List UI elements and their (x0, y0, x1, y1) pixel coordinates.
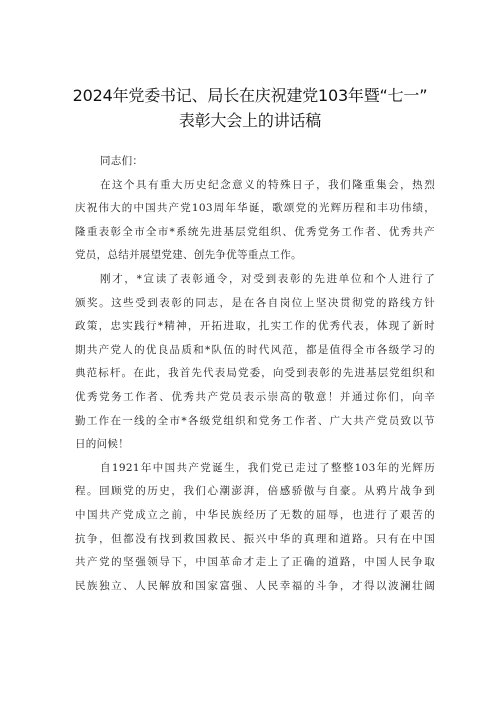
paragraph-3-line: 中国共产党成立之前，中华民族经历了无数的屈辱，也进行了艰苦的 (75, 508, 435, 521)
paragraph-2-line: 刚才，*宣读了表彰通令，对受到表彰的先进单位和个人进行了 (100, 272, 435, 285)
paragraph-1-line: 党员，总结并展望党建、创先争优等重点工作。 (75, 249, 302, 262)
paragraph-3-line: 民族独立、人民解放和国家富强、人民幸福的斗争，才得以波澜壮阔 (75, 579, 435, 592)
paragraph-2-line: 日的问候！ (75, 438, 129, 451)
paragraph-2-line: 期共产党人的优良品质和*队伍的时代风范，都是值得全市各级学习的 (75, 343, 435, 356)
paragraph-3-line: 共产党的坚强领导下，中国革命才走上了正确的道路，中国人民争取 (75, 556, 435, 569)
greeting: 同志们： (100, 155, 144, 167)
paragraph-3-line: 自1921年中国共产党诞生，我们党已走过了整整103年的光辉历 (100, 461, 435, 474)
paragraph-2-line: 政策，忠实践行*精神，开拓进取，扎实工作的优秀代表，体现了新时 (75, 320, 435, 333)
paragraph-3-line: 程。回顾党的历史，我们心潮澎湃，倍感骄傲与自豪。从鸦片战争到 (75, 485, 435, 498)
paragraph-2-line: 典范标杆。在此，我首先代表局党委，向受到表彰的先进基层党组织和 (75, 367, 435, 380)
paragraph-2-line: 颁奖。这些受到表彰的同志，是在各自岗位上坚决贯彻党的路线方针 (75, 296, 435, 309)
paragraph-1-line: 庆祝伟大的中国共产党103周年华诞，歌颂党的光辉历程和丰功伟绩， (75, 202, 435, 215)
paragraph-1-line: 隆重表彰全市全市*系统先进基层党组织、优秀党务工作者、优秀共产 (75, 225, 435, 238)
paragraph-1-line: 在这个具有重大历史纪念意义的特殊日子，我们隆重集会，热烈 (100, 178, 435, 191)
document-title-line-1: 2024年党委书记、局长在庆祝建党103年暨“七一” (72, 86, 428, 105)
document-body (75, 150, 435, 598)
document-title-line-2: 表彰大会上的讲话稿 (178, 111, 322, 130)
paragraph-3-line: 抗争，但都没有找到救国救民、振兴中华的真理和道路。只有在中国 (75, 532, 435, 545)
paragraph-2-line: 优秀党务工作者、优秀共产党员表示崇高的敬意！并通过你们，向辛 (75, 390, 435, 403)
paragraph-2-line: 勤工作在一线的全市*各级党组织和党务工作者、广大共产党员致以节 (75, 414, 435, 427)
